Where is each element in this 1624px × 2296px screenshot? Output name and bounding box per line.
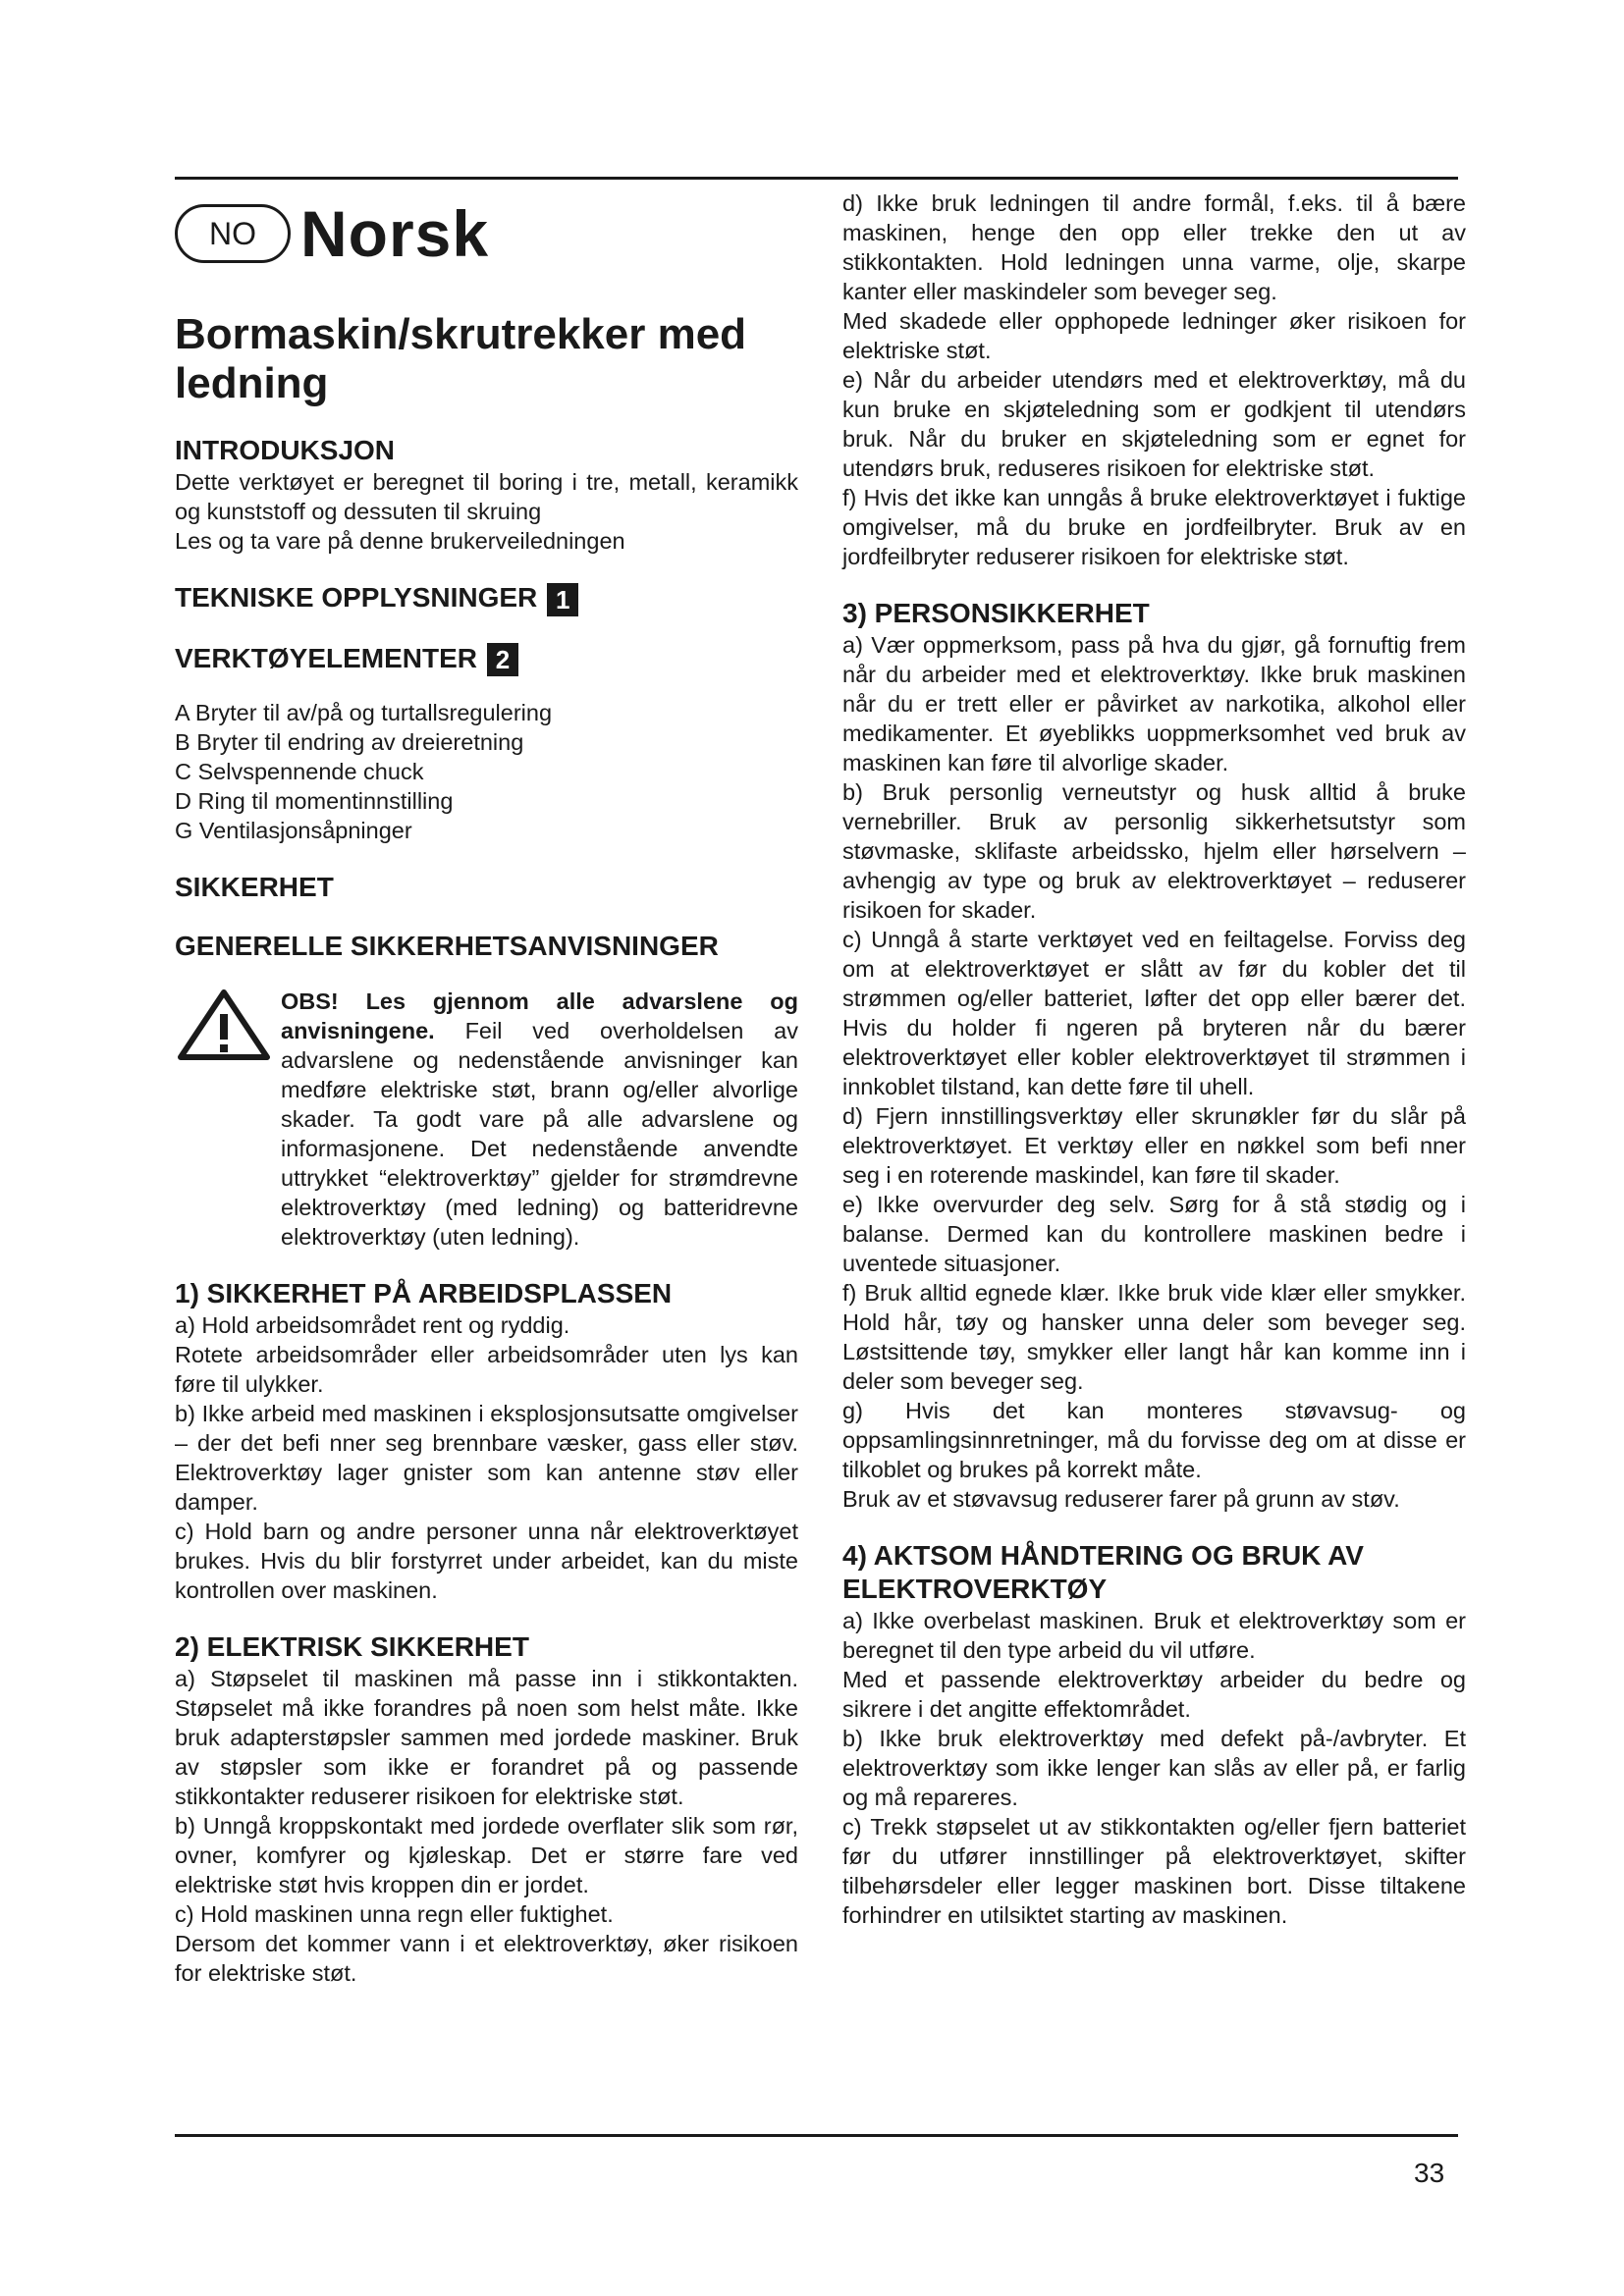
section-4-heading: 4) AKTSOM HÅNDTERING OG BRUK AV ELEKTROVERKTØY <box>842 1540 1364 1604</box>
paragraph: c) Hold maskinen unna regn eller fuktighet. <box>175 1901 614 1928</box>
paragraph: Med et passende elektroverktøy arbeider du bedre og sikrere i det angitte effektområdet. <box>842 1667 1466 1722</box>
paragraph: a) Vær oppmerksom, pass på hva du gjør, gå fornuftig frem når du arbeider med et elektroverktøy. Ikke bruk maskinen når du er trett eller er påvirket av narkotika, alkohol eller medikamenter. Et øyeblikks uoppmerksomhet ved bruk av maskinen kan føre til alvorlige skader. <box>842 632 1466 775</box>
top-rule <box>175 177 1458 180</box>
tech-heading-text: TEKNISKE OPPLYSNINGER <box>175 582 538 613</box>
intro-heading: INTRODUKSJON <box>175 435 396 465</box>
figure-ref-1: 1 <box>547 583 578 616</box>
paragraph: c) Trekk støpselet ut av stikkontakten og/eller fjern batteriet før du utfører innstillinger på elektroverktøyet, skifter tilbehørsdeler eller legger maskinen bort. Disse tiltakene forhindrer en utilsiktet starting av maskinen. <box>842 1814 1466 1928</box>
list-item: A Bryter til av/på og turtallsregulering <box>175 700 553 726</box>
paragraph: f) Hvis det ikke kan unngås å bruke elektroverktøyet i fuktige omgivelser, må du bruke en jordfeilbryter. Bruk av en jordfeilbryter reduserer risikoen for elektriske støt. <box>842 485 1466 569</box>
list-item: C Selvspennende chuck <box>175 759 424 785</box>
tech-heading <box>175 581 798 616</box>
paragraph: f) Bruk alltid egnede klær. Ikke bruk vide klær eller smykker. Hold hår, tøy og hansker unna deler som beveger seg. Løstsittende tøy, smykker eller langt hår kan komme inn i deler som beveger seg. <box>842 1280 1466 1394</box>
section-2-heading: 2) ELEKTRISK SIKKERHET <box>175 1631 529 1663</box>
elements-heading <box>175 642 798 677</box>
paragraph: c) Unngå å starte verktøyet ved en feiltagelse. Forviss deg om at elektroverktøyet er slått av før du kobler det til strømmen og/eller batteriet, løfter det opp eller bærer det. Hvis du holder fi ngeren på bryteren når du bærer elektroverktøyet eller kobler elektroverktøyet til strømmen i innkoblet tilstand, kan dette føre til uhell. <box>842 927 1466 1099</box>
elements-list <box>175 698 798 845</box>
paragraph: e) Ikke overvurder deg selv. Sørg for å stå stødig og i balanse. Dermed kan du kontrollere maskinen bedre i uventede situasjoner. <box>842 1192 1466 1276</box>
warning-block <box>175 987 798 1252</box>
paragraph: b) Bruk personlig verneutstyr og husk alltid å bruke vernebriller. Bruk av personlig sikkerhetsutstyr som støvmaske, sklifaste arbeidssko, hjelm eller hørselvern – avhengig av type og bruk av elektroverktøyet – reduserer risikoen for skader. <box>842 779 1466 923</box>
bottom-rule <box>175 2134 1458 2137</box>
paragraph: Med skadede eller opphopede ledninger øker risikoen for elektriske støt. <box>842 308 1466 363</box>
general-safety-heading: GENERELLE SIKKERHETSANVISNINGER <box>175 931 719 962</box>
language-name: Norsk <box>300 197 490 270</box>
paragraph: Rotete arbeidsområder eller arbeidsområder uten lys kan føre til ulykker. <box>175 1342 798 1398</box>
paragraph: b) Ikke bruk elektroverktøy med defekt på-/avbryter. Et elektroverktøy som ikke lenger kan slås av eller på, er farlig og må repareres. <box>842 1726 1466 1810</box>
paragraph: Dersom det kommer vann i et elektroverktøy, øker risikoen for elektriske støt. <box>175 1931 798 1987</box>
document-title: Bormaskin/skrutrekker med ledning <box>175 310 747 407</box>
paragraph: b) Ikke arbeid med maskinen i eksplosjonsutsatte omgivelser – der det befi nner seg brennbare væsker, gass eller støv. Elektroverktøy lager gnister som kan antenne støv eller damper. <box>175 1401 798 1516</box>
language-header <box>175 196 798 271</box>
warning-body-text: Feil ved overholdelsen av advarslene og nedenstående anvisninger kan medføre elektriske støt, brann og/eller alvorlige skader. Ta godt vare på alle advarslene og informasjonene. Det nedenstående anvendte uttrykket “elektroverktøy” gjelder for strømdrevne elektroverktøy (med ledning) og batteridrevne elektroverktøy (uten ledning). <box>281 1018 798 1251</box>
language-code-badge: NO <box>175 204 291 263</box>
list-item: G Ventilasjonsåpninger <box>175 818 412 844</box>
paragraph: d) Fjern innstillingsverktøy eller skrunøkler før du slår på elektroverktøyet. Et verktøy eller en nøkkel som befi nner seg i en roterende maskindel, kan føre til skader. <box>842 1103 1466 1188</box>
figure-ref-2: 2 <box>487 643 518 676</box>
right-column <box>842 188 1466 1930</box>
safety-heading: SIKKERHET <box>175 872 334 903</box>
section-1-heading: 1) SIKKERHET PÅ ARBEIDSPLASSEN <box>175 1278 673 1309</box>
list-item: B Bryter til endring av dreieretning <box>175 729 524 756</box>
intro-line: Dette verktøyet er beregnet til boring i tre, metall, keramikk og kunststoff og dessuten til skruing <box>175 469 798 524</box>
paragraph: e) Når du arbeider utendørs med et elektroverktøy, må du kun bruke en skjøteledning som er godkjent til utendørs bruk. Når du bruker en skjøteledning som er egnet for utendørs bruk, reduseres risikoen for elektriske støt. <box>842 367 1466 481</box>
paragraph: Bruk av et støvavsug reduserer farer på grunn av støv. <box>842 1486 1400 1512</box>
paragraph: a) Støpselet til maskinen må passe inn i stikkontakten. Støpselet må ikke forandres på noen som helst måte. Ikke bruk adapterstøpsler sammen med jordede maskiner. Bruk av støpsler som ikke er forandret på og passende stikkontakter reduserer risikoen for elektriske støt. <box>175 1666 798 1810</box>
section-3-heading: 3) PERSONSIKKERHET <box>842 598 1150 628</box>
paragraph: a) Hold arbeidsområdet rent og ryddig. <box>175 1312 570 1339</box>
warning-bold-text: OBS! Les gjennom alle advarslene og anvisningene. <box>281 988 798 1044</box>
paragraph: a) Ikke overbelast maskinen. Bruk et elektroverktøy som er beregnet til den type arbeid du vil utføre. <box>842 1608 1466 1663</box>
paragraph: b) Unngå kroppskontakt med jordede overflater slik som rør, ovner, komfyrer og kjøleskap. Det er større fare ved elektriske støt hvis kroppen din er jordet. <box>175 1813 798 1898</box>
paragraph: c) Hold barn og andre personer unna når elektroverktøyet brukes. Hvis du blir forstyrret under arbeidet, kan du miste kontrollen over maskinen. <box>175 1519 798 1604</box>
intro-line: Les og ta vare på denne brukerveiledningen <box>175 528 625 554</box>
page-number: 33 <box>1414 2158 1445 2188</box>
warning-triangle-icon <box>175 987 273 1063</box>
list-item: D Ring til momentinnstilling <box>175 788 454 815</box>
paragraph: d) Ikke bruk ledningen til andre formål, f.eks. til å bære maskinen, henge den opp eller trekke den ut av stikkontakten. Hold ledningen unna varme, olje, skarpe kanter eller maskindeler som beveger seg. <box>842 190 1466 304</box>
warning-text <box>281 987 798 1252</box>
elements-heading-text: VERKTØYELEMENTER <box>175 642 478 673</box>
left-column <box>175 188 798 1988</box>
paragraph: g) Hvis det kan monteres støvavsug- og oppsamlingsinnretninger, må du forvisse deg om at disse er tilkoblet og brukes på korrekt måte. <box>842 1398 1466 1482</box>
